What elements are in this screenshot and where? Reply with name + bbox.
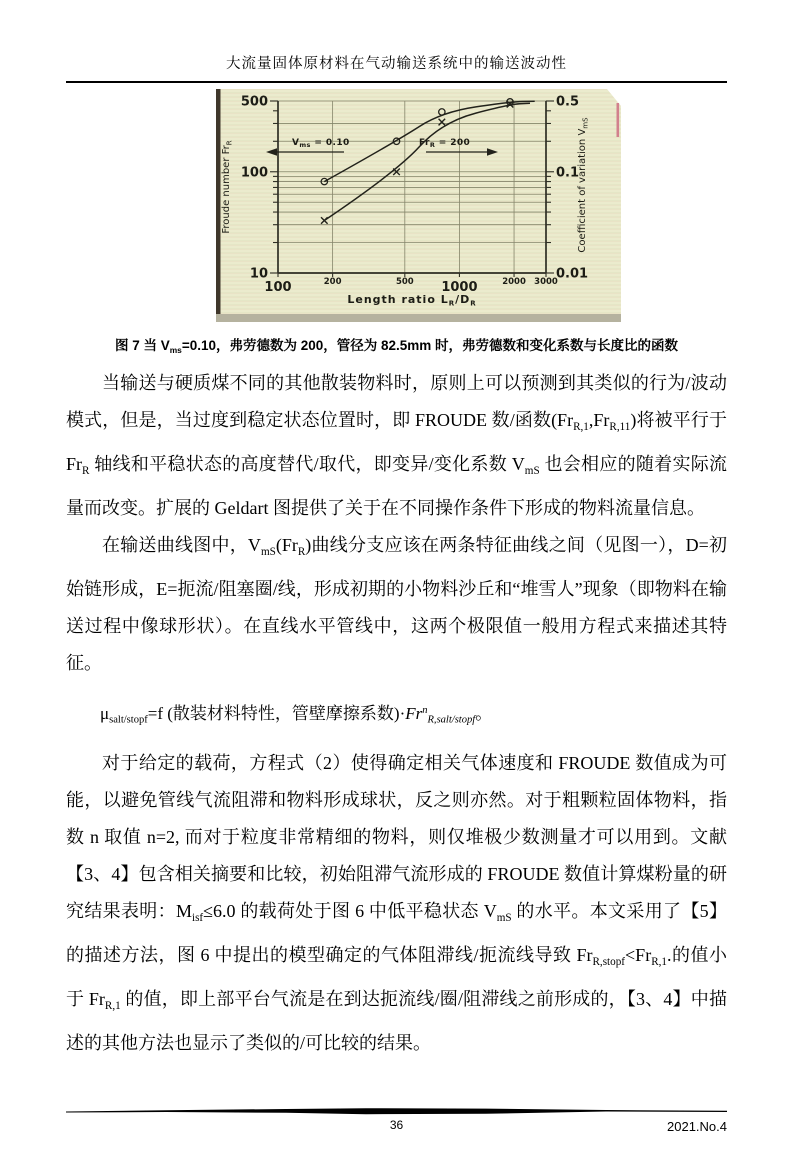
y-tick-label-right: 0.01 — [556, 266, 589, 282]
x-tick-label: 1000 — [441, 280, 478, 295]
x-tick-label: 500 — [395, 277, 414, 287]
y-tick-label-right: 0.5 — [556, 94, 580, 110]
x-tick-label: 3000 — [534, 277, 558, 287]
page-content — [0, 52, 793, 1062]
x-tick-label: 2000 — [502, 277, 526, 287]
issue-label: 2021.No.4 — [667, 1119, 727, 1134]
x-tick-label: 100 — [264, 280, 292, 295]
header-rule — [66, 81, 727, 83]
annotation-frr — [419, 138, 498, 156]
figure-7-chart — [216, 89, 621, 322]
chart-ticks — [270, 101, 554, 277]
data-point-x — [321, 217, 328, 224]
page-title: 大流量固体原材料在气动输送系统中的输送波动性 — [226, 56, 567, 72]
paragraph-3: 对于给定的载荷，方程式（2）使得确定相关气体速度和 FROUDE 数值成为可能，以避免管线气流阻滞和物料形成球状，反之则亦然。对于粗颗粒固体物料，指数 n 取值 n=2, 而对于粒度非常精细的物料，则仅堆极少数测量才可以用到。文献【3、4】包含相关摘要和比较，初始阻滞气流形成的 FROUDE 数值计算煤粉量的研究结果表明：$M_{isf}\le 6.0$ 的载荷处于图 6 中低平稳状态 $V_{mS}$ 的水平。本文采用了【5】的描述方法，图 6 中提出的模型确定的气体阻滞线/扼流线导致 $Fr_{R,stopf}<Fr_{R,1}$.的值小于 $Fr_{R,1}$ 的值，即上部平台气流是在到达扼流线/圈/阻滞线之前形成的，【3、4】中描述的其他方法也显示了类似的/可比较的结果。 — [66, 753, 727, 1053]
equation-2: $\mu_{salt/stopf}=f$ (散装材料特性，管壁摩擦系数)$\cdot Fr^n_{R,salt/stopf}$。 — [100, 703, 493, 726]
figure-7 — [216, 89, 621, 322]
paragraph-1: 当输送与硬质煤不同的其他散装物料时，原则上可以预测到其类似的行为/波动模式，但是，当过度到稳定状态位置时，即 FROUDE 数/函数$(Fr_{R,1},Fr_{R,11})$将被平行于 $Fr_R$ 轴线和平稳状态的高度替代/取代，即变异/变化系数 $V_{mS}$ 也会相应的随着实际流量而改变。扩展的 Geldart 图提供了关于在不同操作条件下形成的物料流量信息。 — [66, 372, 728, 518]
chart-series — [321, 99, 535, 224]
y-tick-label-right: 0.1 — [556, 165, 580, 181]
y-axis-right-title: Coefficient of variation $V_{mS}$ — [577, 117, 590, 253]
x-tick-label: 200 — [323, 277, 342, 287]
scan-mark-pink — [617, 103, 620, 137]
scan-edge-left — [216, 89, 221, 322]
chart-axes — [278, 101, 546, 273]
y-tick-label-left: 500 — [240, 94, 268, 110]
svg-text:Vms = 0.10: $V_{ms} = 0.10$ — [292, 138, 350, 149]
y-tick-label-left: 10 — [249, 266, 268, 282]
data-point-x — [439, 119, 446, 126]
left-arrow-icon — [266, 148, 277, 155]
y-axis-left-title: Froude number $Fr_R$ — [221, 140, 234, 234]
data-point-circle — [439, 109, 445, 115]
x-axis-title: Length ratio $L_R/D_R$ — [347, 293, 477, 308]
footer-row — [66, 1118, 727, 1136]
page-footer — [66, 1106, 727, 1136]
figure-caption: 图 7 当 $V_{ms}=0.10$，弗劳德数为 200，管径为 82.5mm 时，弗劳德数和变化系数与长度比的函数 — [114, 338, 679, 355]
paragraph-2: 在输送曲线图中，$V_{mS}(Fr_R)$曲线分支应该在两条特征曲线之间（见图一），D=初始链形成，E=扼流/阻塞圈/线，形成初期的小物料沙丘和“堆雪人”现象（即物料在输送过程中像球形状）。在直线水平管线中，这两个极限值一般用方程式来描述其特征。 — [66, 534, 727, 673]
series-line — [324, 103, 530, 220]
right-arrow-icon — [487, 148, 498, 155]
chart-gridlines — [278, 101, 546, 273]
y-tick-label-left: 100 — [240, 165, 268, 181]
footer-rule — [66, 1106, 727, 1116]
chart-tick-labels — [241, 95, 588, 296]
svg-text:FrR = 200: $Fr_R = 200$ — [419, 138, 471, 149]
page-number: 36 — [389, 1118, 404, 1132]
scan-edge-bottom — [216, 314, 621, 322]
